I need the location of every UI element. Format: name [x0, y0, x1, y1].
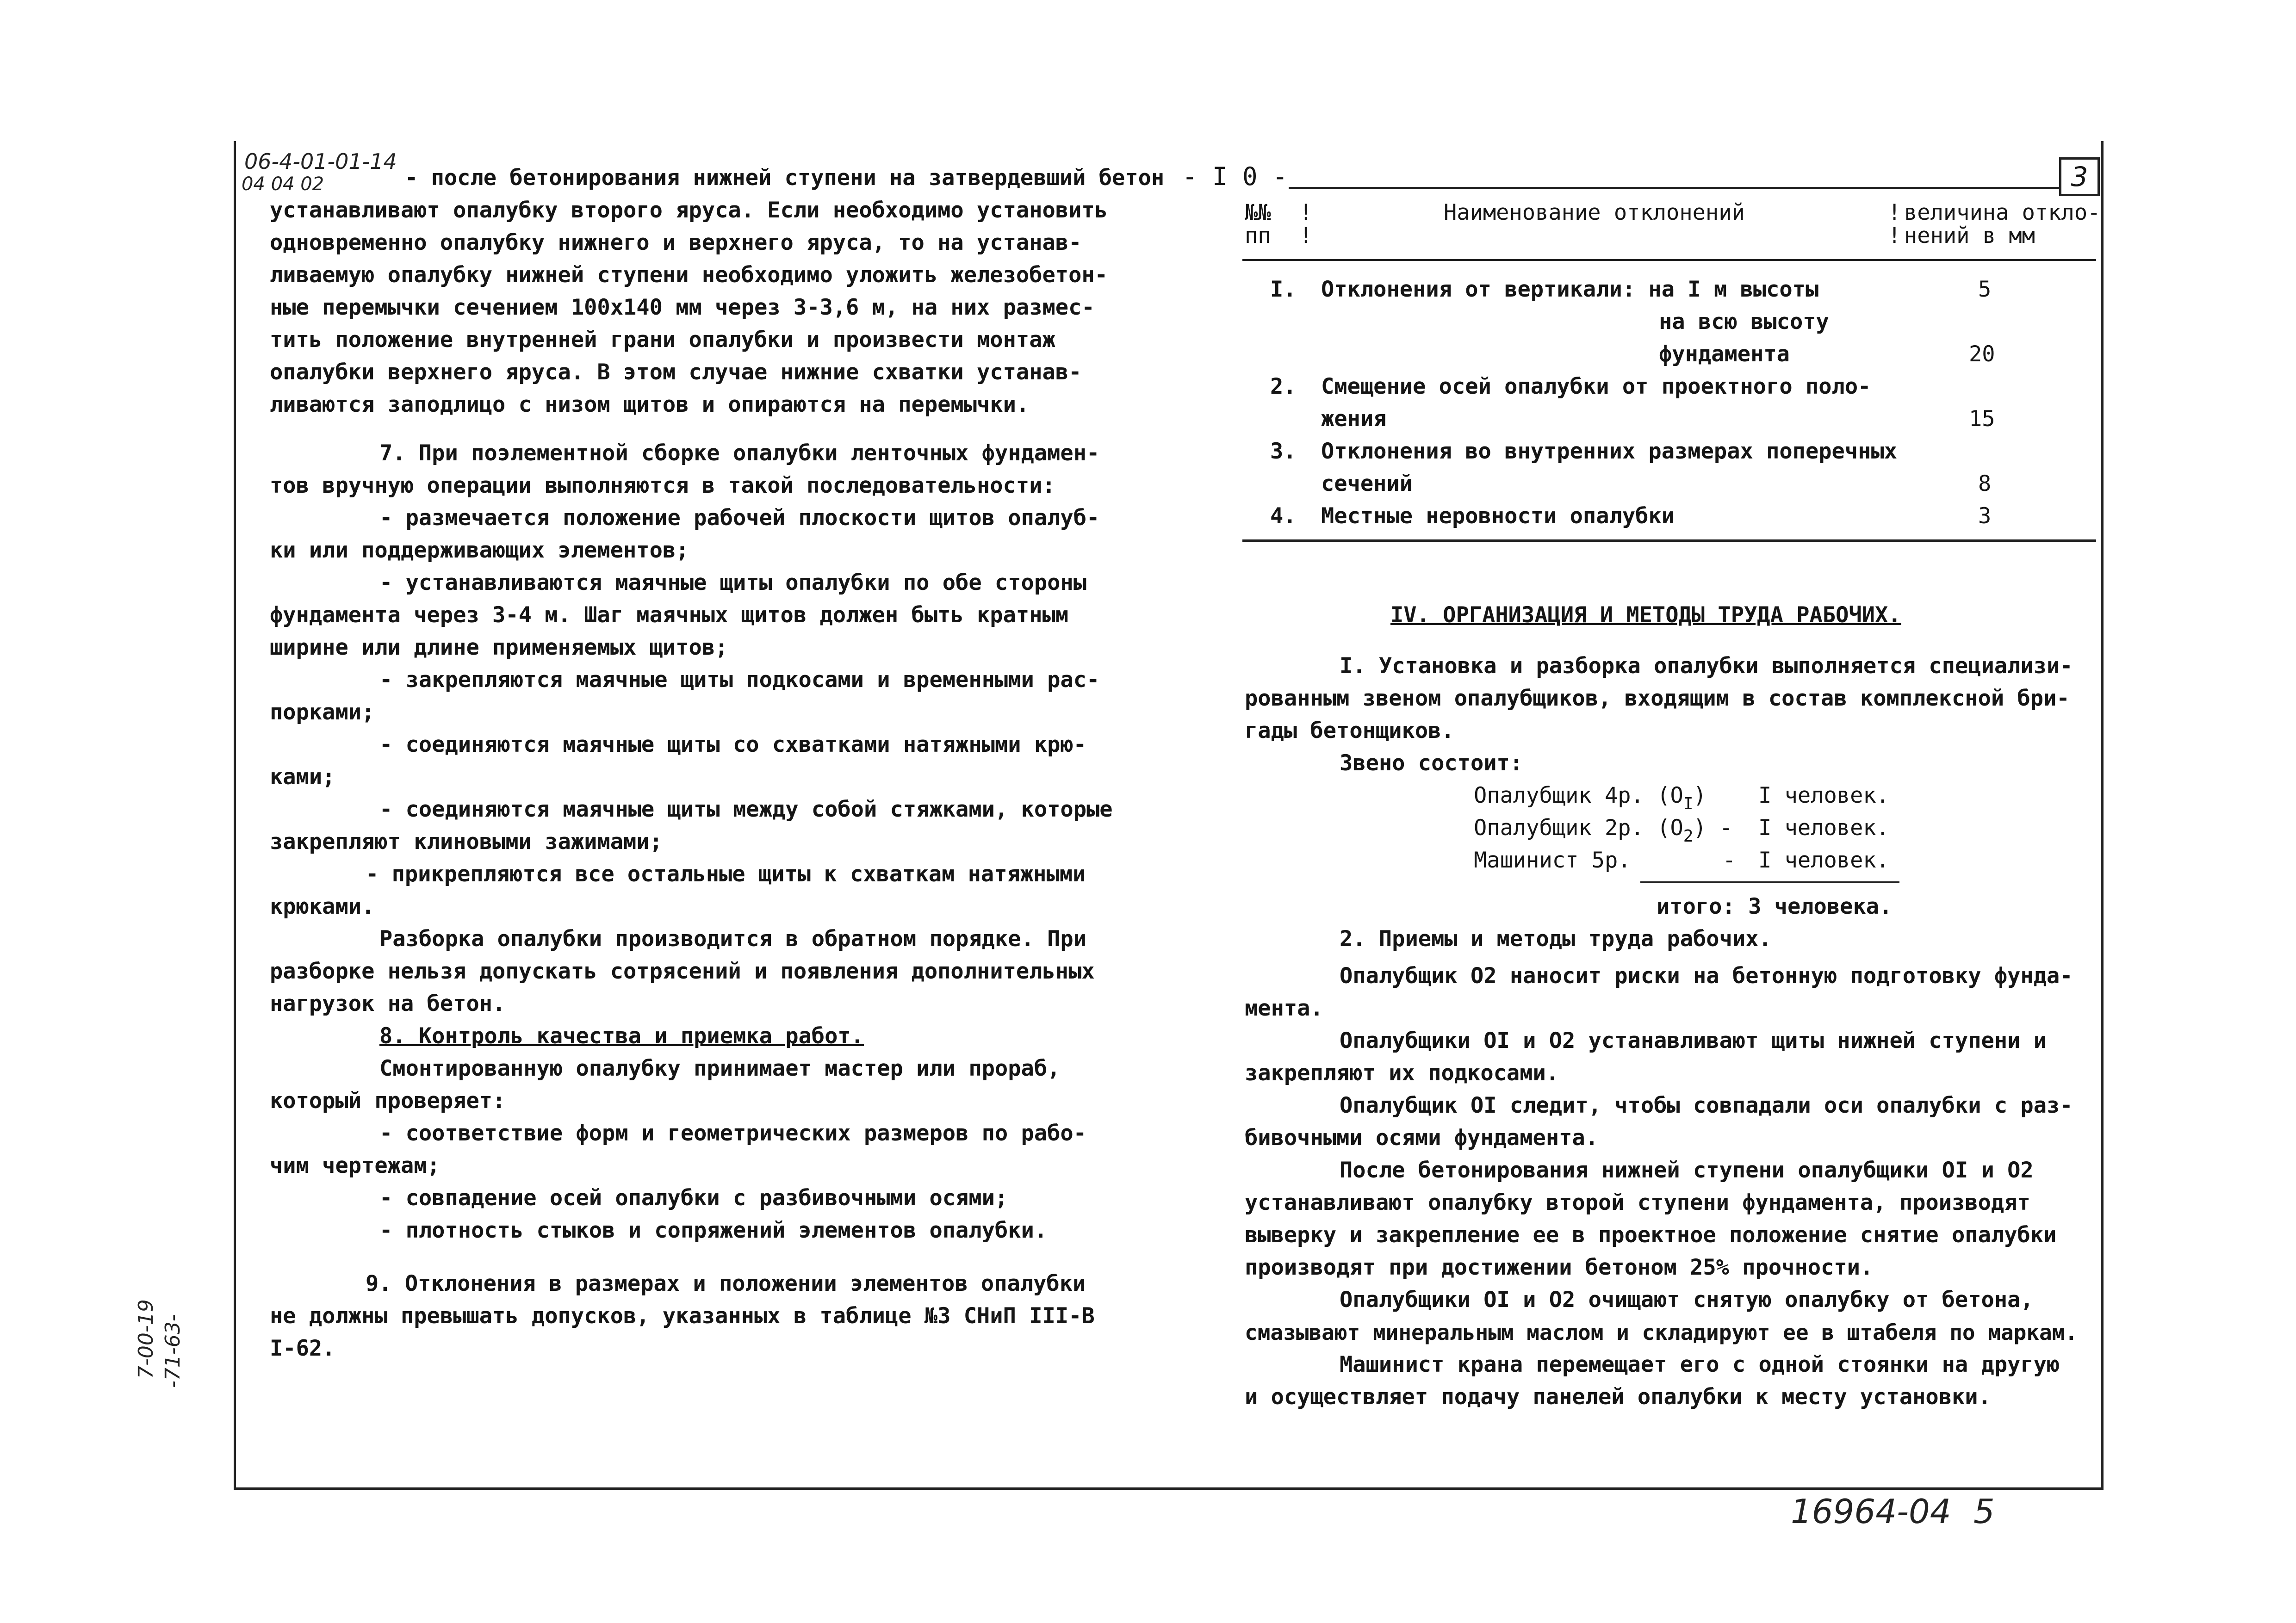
- left-line: фундамента через 3-4 м. Шаг маячных щитов должен быть кратным: [270, 602, 1069, 628]
- right-p2-line: и осуществляет подачу панелей опалубки к месту установки.: [1245, 1384, 1991, 1410]
- table-row-text: Смещение осей опалубки от проектного поло-: [1321, 374, 1871, 399]
- stamp-sub: 04 04 02: [242, 173, 324, 195]
- sheet-box: [2059, 157, 2100, 196]
- left-line: I-62.: [270, 1336, 335, 1361]
- left-line: - совпадение осей опалубки с разбивочными осями;: [379, 1185, 1008, 1211]
- left-line: ные перемычки сечением 100х140 мм через 3-3,6 м, на них размес-: [270, 295, 1095, 320]
- crew-row: [1474, 847, 1736, 874]
- table-row-value: 8: [1978, 471, 1992, 496]
- header-line: [1289, 187, 2059, 189]
- crew-title: Звено состоит:: [1340, 750, 1523, 776]
- left-line: который проверяет:: [270, 1088, 506, 1114]
- total-rule: [1640, 881, 1899, 883]
- table-header-sep: !: [1888, 200, 1901, 225]
- left-line: нагрузок на бетон.: [270, 991, 506, 1016]
- table-row-text: Отклонения от вертикали: на I м высоты: [1321, 277, 1819, 302]
- p2-title: 2. Приемы и методы труда рабочих.: [1340, 926, 1772, 952]
- table-row-value: 15: [1969, 406, 1995, 432]
- right-p2-line: Опалубщики ОI и О2 очищают снятую опалубку от бетона,: [1340, 1287, 2034, 1313]
- left-line: устанавливают опалубку второго яруса. Если необходимо установить: [270, 198, 1108, 223]
- crew-tail: ): [1693, 783, 1706, 808]
- left-line: ширине или длине применяемых щитов;: [270, 635, 728, 660]
- table-header-value: величина откло-: [1904, 200, 2101, 225]
- right-p2-line: смазывают минеральным маслом и складируют ее в штабеля по маркам.: [1245, 1320, 2078, 1345]
- right-p2-line: выверку и закрепление ее в проектное положение снятие опалубки: [1245, 1222, 2057, 1248]
- left-line: ки или поддерживающих элементов;: [270, 538, 689, 563]
- right-p2-line: Опалубщик О2 наносит риски на бетонную подготовку фунда-: [1340, 963, 2073, 989]
- left-line: крюками.: [270, 894, 375, 919]
- crew-sub: 2: [1683, 827, 1694, 846]
- table-row-text: на всю высоту: [1659, 309, 1829, 335]
- table-bottom-rule: [1242, 539, 2096, 542]
- table-header-value: нений в мм: [1904, 223, 2035, 248]
- crew-tail: ) -: [1693, 815, 1733, 841]
- side-stamp-1: 7-00-19: [134, 1299, 158, 1379]
- crew-role: Машинист 5р.: [1474, 848, 1631, 873]
- left-line: закрепляют клиновыми зажимами;: [270, 829, 663, 855]
- right-p2-line: бивочными осями фундамента.: [1245, 1125, 1599, 1151]
- table-row-value: 20: [1969, 341, 1995, 367]
- left-line: 9. Отклонения в размерах и положении элементов опалубки: [366, 1271, 1086, 1296]
- right-p2-line: закрепляют их подкосами.: [1245, 1060, 1559, 1086]
- table-header-sep: !: [1888, 223, 1901, 248]
- left-line: тить положение внутренней грани опалубки и произвести монтаж: [270, 327, 1055, 353]
- table-header-num: пп: [1245, 223, 1271, 248]
- left-line: ливаются заподлицо с низом щитов и опираются на перемычки.: [270, 392, 1030, 417]
- left-line: - плотность стыков и сопряжений элементов опалубки.: [379, 1218, 1048, 1243]
- side-stamp-2: -71-63-: [161, 1314, 185, 1388]
- crew-role: Опалубщик 4р. (О: [1474, 783, 1683, 808]
- right-p1-line: гады бетонщиков.: [1245, 718, 1454, 743]
- table-row-value: 5: [1978, 277, 1992, 302]
- left-line: 7. При поэлементной сборке опалубки ленточных фундамен-: [379, 440, 1100, 466]
- left-line: Разборка опалубки производится в обратном порядке. При: [379, 926, 1087, 952]
- left-line: ками;: [270, 764, 335, 790]
- sheet-box-number: 3: [2071, 161, 2088, 192]
- table-row-text: Местные неровности опалубки: [1321, 503, 1675, 529]
- table-row-text: жения: [1321, 406, 1387, 432]
- left-line: чим чертежам;: [270, 1153, 440, 1178]
- doc-sheet: 5: [1973, 1492, 1995, 1531]
- left-line: ливаемую опалубку нижней ступени необходимо уложить железобетон-: [270, 262, 1108, 288]
- right-p2-line: устанавливают опалубку второй ступени фундамента, производят: [1245, 1190, 2030, 1215]
- table-header-sep: !: [1299, 200, 1313, 225]
- right-p2-line: После бетонирования нижней ступени опалубщики ОI и О2: [1340, 1158, 2034, 1183]
- left-line: - размечается положение рабочей плоскости щитов опалуб-: [379, 505, 1100, 531]
- table-row-text: сечений: [1321, 471, 1413, 496]
- table-header-num: №№: [1245, 200, 1271, 225]
- crew-count: I человек.: [1758, 783, 1889, 808]
- left-line: - соединяются маячные щиты со схватками натяжными крю-: [379, 732, 1087, 757]
- crew-count: I человек.: [1758, 848, 1889, 873]
- crew-row: [1474, 782, 1706, 818]
- left-line: одновременно опалубку нижнего и верхнего яруса, то на устанав-: [270, 230, 1082, 255]
- page-header: - I 0 -: [1182, 162, 1288, 191]
- crew-count: I человек.: [1758, 815, 1889, 841]
- left-line: не должны превышать допусков, указанных в таблице №3 СНиП III-В: [270, 1303, 1095, 1329]
- table-row-num: 2.: [1270, 374, 1297, 399]
- table-row-text: фундамента: [1659, 341, 1790, 367]
- table-row-text: Отклонения во внутренних размерах поперечных: [1321, 439, 1898, 464]
- crew-total: итого: 3 человека.: [1657, 894, 1893, 919]
- right-p2-line: Машинист крана перемещает его с одной стоянки на другую: [1340, 1352, 2060, 1377]
- doc-number: 16964-04: [1791, 1492, 1951, 1531]
- left-line-heading: 8. Контроль качества и приемка работ.: [379, 1023, 864, 1049]
- section-title: IV. ОРГАНИЗАЦИЯ И МЕТОДЫ ТРУДА РАБОЧИХ.: [1390, 602, 1901, 628]
- left-line: Смонтированную опалубку принимает мастер или прораб,: [379, 1056, 1061, 1081]
- right-p2-line: производят при достижении бетоном 25% прочности.: [1245, 1255, 1874, 1280]
- right-p2-line: Опалубщики ОI и О2 устанавливают щиты нижней ступени и: [1340, 1028, 2047, 1053]
- crew-row: [1474, 814, 1732, 850]
- right-p2-line: мента.: [1245, 996, 1323, 1021]
- crew-role: Опалубщик 2р. (О: [1474, 815, 1683, 841]
- left-line: - устанавливаются маячные щиты опалубки по обе стороны: [379, 570, 1087, 595]
- table-header-sep: !: [1299, 223, 1313, 248]
- left-line: - прикрепляются все остальные щиты к схваткам натяжными: [366, 861, 1086, 887]
- left-line: - соответствие форм и геометрических размеров по рабо-: [379, 1121, 1087, 1146]
- left-line: разборке нельзя допускать сотрясений и появления дополнительных: [270, 959, 1095, 984]
- crew-tail: -: [1709, 848, 1736, 873]
- table-row-num: 4.: [1270, 503, 1297, 529]
- stamp-code: 06-4-01-01-14: [244, 149, 397, 174]
- left-line: опалубки верхнего яруса. В этом случае нижние схватки устанав-: [270, 359, 1082, 385]
- table-row-num: 3.: [1270, 439, 1297, 464]
- table-row-value: 3: [1978, 503, 1992, 529]
- right-p1-line: рованным звеном опалубщиков, входящим в состав комплексной бри-: [1245, 686, 2070, 711]
- right-p1-line: I. Установка и разборка опалубки выполняется специализи-: [1340, 653, 2073, 679]
- left-line: - после бетонирования нижней ступени на затвердевший бетон: [405, 165, 1165, 191]
- table-header-rule: [1242, 259, 2096, 261]
- left-line: тов вручную операции выполняются в такой последовательности:: [270, 473, 1055, 498]
- table-header-name: Наименование отклонений: [1444, 200, 1745, 225]
- right-p2-line: Опалубщик ОI следит, чтобы совпадали оси опалубки с раз-: [1340, 1093, 2073, 1118]
- table-row-num: I.: [1270, 277, 1297, 302]
- left-line: - соединяются маячные щиты между собой стяжками, которые: [379, 797, 1113, 822]
- left-line: порками;: [270, 700, 375, 725]
- left-line: - закрепляются маячные щиты подкосами и временными рас-: [379, 667, 1100, 693]
- crew-sub: I: [1683, 794, 1694, 813]
